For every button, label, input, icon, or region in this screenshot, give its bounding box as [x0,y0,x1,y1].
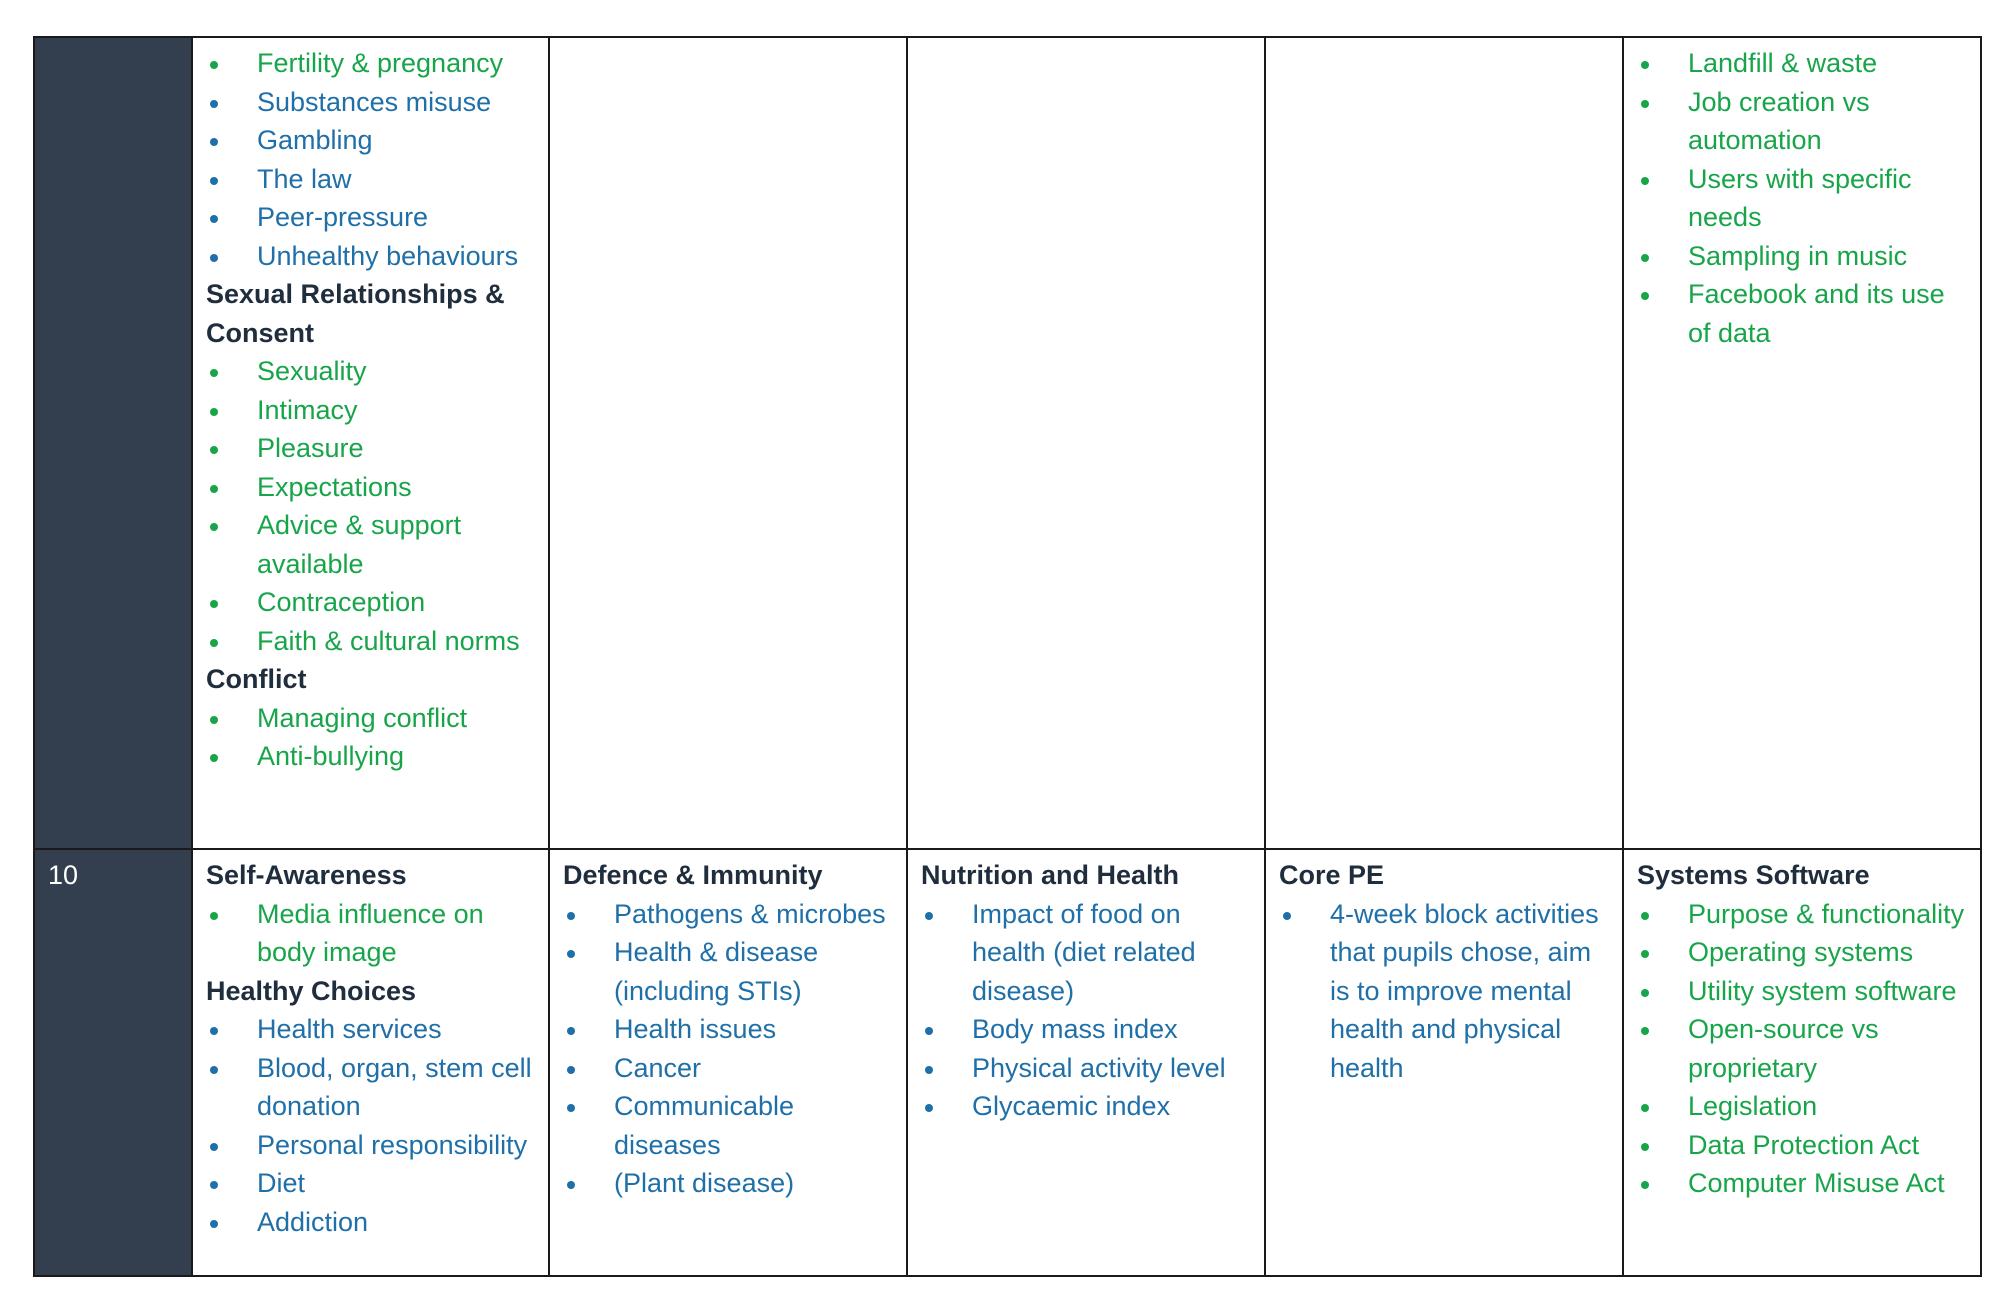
list-item-text: Addiction [257,1206,369,1237]
list-item [206,352,536,391]
year-label: 10 [48,860,79,890]
list-item-text: Purpose & functionality [1688,898,1965,929]
list-item-text: Media influence on body image [257,898,484,967]
list-item [206,237,536,276]
computing-cell [1623,849,1981,1276]
bullet-icon [210,369,218,377]
list-item [563,1164,894,1203]
science-cell [549,37,907,849]
bullet-icon [210,639,218,647]
list-item-text: Advice & support available [257,510,462,579]
list-item [206,622,536,661]
list-item [1637,1164,1968,1203]
section-heading: Conflict [206,664,307,694]
list-item-text: Pleasure [257,433,364,463]
bullet-icon [210,600,218,608]
list-item [1637,972,1968,1011]
list-item-text: Peer-pressure [257,202,429,232]
list-item-text: Blood, organ, stem cell donation [257,1052,532,1121]
table-row [34,37,1981,849]
list-item [206,699,536,738]
list-item [563,933,894,1010]
list-item [206,160,536,199]
list-item-text: Contraception [257,587,426,617]
topic-list [206,895,536,972]
list-item-text: Gambling [257,125,373,155]
section-heading: Systems Software [1637,860,1870,890]
bullet-icon [1641,254,1649,262]
list-item-text: Legislation [1688,1091,1818,1121]
bullet-icon [210,1143,218,1151]
list-item-text: Facebook and its use of data [1688,279,1945,348]
list-item [206,737,536,776]
list-item [921,1010,1252,1049]
list-item [1637,1126,1968,1165]
list-item-text: Expectations [257,471,412,502]
table-row [34,849,1981,1276]
bullet-icon [210,1066,218,1074]
bullet-icon [1641,1181,1649,1189]
bullet-icon [925,1066,933,1074]
list-item [1637,44,1968,83]
bullet-icon [1641,1104,1649,1112]
bullet-icon [1641,1143,1649,1151]
bullet-icon [925,912,933,920]
list-item [563,1049,894,1088]
bullet-icon [210,754,218,762]
section-heading: Core PE [1279,860,1385,890]
bullet-icon [1641,912,1649,920]
topic-list [1637,44,1968,352]
food-cell [907,849,1265,1276]
list-item-text: 4-week block activities that pupils chose, aim is to improve mental health and physical health [1330,898,1599,1083]
topic-list [206,699,536,776]
pshe-cell [192,849,549,1276]
list-item-text: Managing conflict [257,702,468,733]
bullet-icon [567,1181,575,1189]
food-cell [907,37,1265,849]
list-item [206,583,536,622]
bullet-icon [1641,950,1649,958]
list-item-text: Intimacy [257,394,358,425]
bullet-icon [210,446,218,454]
bullet-icon [567,1027,575,1035]
list-item-text: Diet [257,1168,306,1198]
section-heading: Sexual Relationships & Consent [206,279,505,348]
list-item-text: Landfill & waste [1688,48,1878,78]
bullet-icon [210,716,218,724]
list-item [1637,895,1968,934]
bullet-icon [210,912,218,920]
list-item-text: Faith & cultural norms [257,625,520,656]
list-item [563,895,894,934]
list-item [921,895,1252,1011]
list-item-text: Sexuality [257,356,367,386]
pe-cell [1265,849,1623,1276]
science-cell [549,849,907,1276]
bullet-icon [567,1066,575,1074]
list-item [1637,237,1968,276]
list-item [206,198,536,237]
list-item-text: Glycaemic index [972,1091,1171,1121]
list-item-text: Data Protection Act [1688,1129,1920,1160]
pe-cell [1265,37,1623,849]
list-item [1637,1010,1968,1087]
bullet-icon [210,138,218,146]
list-item [1637,275,1968,352]
topic-list [206,1010,536,1241]
topic-list [206,44,536,275]
list-item-text: Personal responsibility [257,1129,528,1160]
section-heading: Nutrition and Health [921,860,1179,890]
year-cell [34,37,192,849]
list-item [206,1164,536,1203]
list-item [206,1126,536,1165]
list-item [1637,933,1968,972]
bullet-icon [567,1104,575,1112]
bullet-icon [1641,989,1649,997]
section-heading: Defence & Immunity [563,860,823,890]
list-item [1279,895,1610,1088]
list-item-text: Users with specific needs [1688,163,1912,232]
curriculum-table [33,36,1982,1277]
topic-list [1279,895,1610,1088]
list-item-text: Substances misuse [257,86,492,117]
section-heading: Self-Awareness [206,860,407,890]
list-item-text: Body mass index [972,1014,1178,1044]
list-item-text: Health issues [614,1014,777,1044]
bullet-icon [1641,1027,1649,1035]
bullet-icon [210,177,218,185]
section-heading: Healthy Choices [206,975,417,1006]
bullet-icon [210,408,218,416]
topic-list [206,352,536,660]
list-item-text: Unhealthy behaviours [257,240,519,271]
list-item [1637,160,1968,237]
list-item [206,1203,536,1242]
bullet-icon [210,1220,218,1228]
bullet-icon [1641,61,1649,69]
pshe-cell [192,37,549,849]
list-item [206,429,536,468]
list-item-text: Cancer [614,1052,702,1083]
list-item [206,506,536,583]
list-item-text: Fertility & pregnancy [257,48,504,78]
topic-list [563,895,894,1203]
list-item-text: Open-source vs proprietary [1688,1014,1879,1083]
bullet-icon [1641,100,1649,108]
bullet-icon [1283,912,1291,920]
list-item [1637,1087,1968,1126]
list-item [206,391,536,430]
list-item-text: (Plant disease) [614,1168,795,1198]
bullet-icon [210,254,218,262]
list-item-text: Operating systems [1688,937,1914,967]
list-item-text: Utility system software [1688,975,1957,1006]
bullet-icon [567,950,575,958]
list-item [206,895,536,972]
bullet-icon [925,1104,933,1112]
list-item-text: Sampling in music [1688,240,1908,271]
bullet-icon [925,1027,933,1035]
list-item [563,1010,894,1049]
list-item-text: Physical activity level [972,1052,1226,1083]
list-item [206,44,536,83]
bullet-icon [210,523,218,531]
list-item [206,1010,536,1049]
bullet-icon [567,912,575,920]
year-cell [34,849,192,1276]
list-item-text: Anti-bullying [257,741,405,771]
bullet-icon [210,1027,218,1035]
list-item [1637,83,1968,160]
bullet-icon [210,485,218,493]
list-item [921,1049,1252,1088]
bullet-icon [210,215,218,223]
list-item [921,1087,1252,1126]
topic-list [921,895,1252,1126]
topic-list [1637,895,1968,1203]
list-item [206,83,536,122]
list-item-text: Impact of food on health (diet related disease) [972,898,1196,1006]
list-item-text: Job creation vs automation [1688,86,1870,155]
list-item [563,1087,894,1164]
list-item-text: Health services [257,1014,442,1044]
bullet-icon [1641,292,1649,300]
bullet-icon [1641,177,1649,185]
computing-cell [1623,37,1981,849]
bullet-icon [210,100,218,108]
list-item-text: Computer Misuse Act [1688,1168,1945,1198]
list-item [206,468,536,507]
bullet-icon [210,1181,218,1189]
list-item-text: Health & disease (including STIs) [614,937,819,1006]
list-item-text: Communicable diseases [614,1091,795,1160]
bullet-icon [210,61,218,69]
list-item [206,1049,536,1126]
list-item [206,121,536,160]
list-item-text: Pathogens & microbes [614,898,886,929]
list-item-text: The law [257,163,352,194]
